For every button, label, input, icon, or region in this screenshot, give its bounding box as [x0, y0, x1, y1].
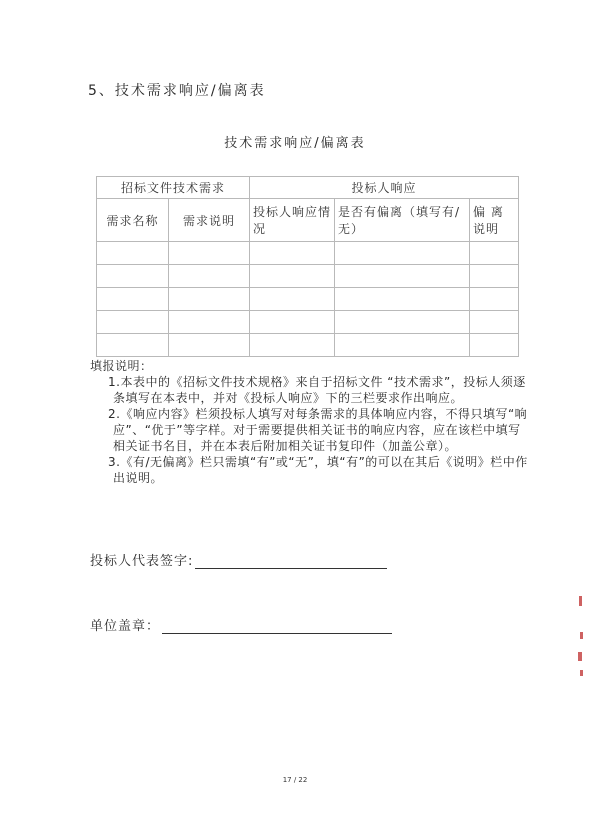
table-cell[interactable] [97, 311, 169, 334]
table-cell[interactable] [169, 288, 250, 311]
table-cell[interactable] [335, 288, 470, 311]
table-cell[interactable] [250, 242, 335, 265]
table-cell[interactable] [169, 334, 250, 357]
response-deviation-table [96, 176, 519, 357]
table-row [97, 265, 519, 288]
table-caption: 技术需求响应/偏离表 [224, 136, 366, 151]
representative-signature-label: 投标人代表签字: [90, 554, 194, 569]
table-row [97, 242, 519, 265]
table-cell[interactable] [250, 311, 335, 334]
representative-signature-line[interactable] [195, 554, 387, 569]
table-cell[interactable] [250, 334, 335, 357]
table-cell[interactable] [470, 311, 519, 334]
company-seal-row [90, 615, 392, 634]
table-cell[interactable] [97, 334, 169, 357]
table-cell[interactable] [335, 334, 470, 357]
table-cell[interactable] [250, 265, 335, 288]
col-header-response-status: 投标人响应情况 [250, 199, 335, 242]
col-header-deviation-note: 偏 离说明 [470, 199, 519, 242]
company-seal-label: 单位盖章： [90, 619, 161, 634]
instruction-item-1: 1.本表中的《招标文件技术规格》来自于招标文件 “技术需求”，投标人须逐条填写在本表中，并对《投标人响应》下的三栏要求作出响应。 [108, 375, 526, 405]
table-cell[interactable] [470, 265, 519, 288]
col-header-requirement-desc: 需求说明 [169, 199, 250, 242]
table-row [97, 334, 519, 357]
table-cell[interactable] [169, 311, 250, 334]
group-header-tender-requirements: 招标文件技术需求 [97, 177, 250, 199]
instruction-item-2: 2.《响应内容》栏须投标人填写对每条需求的具体响应内容，不得只填写“响应”、“优于”等字样。对于需要提供相关证书的响应内容，应在该栏中填写相关证书名目，并在本表后附加相关证书复印件（加盖公章）。 [108, 407, 528, 453]
table-cell[interactable] [470, 242, 519, 265]
table-cell[interactable] [250, 288, 335, 311]
table-cell[interactable] [470, 288, 519, 311]
table-group-header-row [97, 177, 519, 199]
table-row [97, 311, 519, 334]
page-number: 17 / 22 [282, 776, 308, 784]
table-cell[interactable] [470, 334, 519, 357]
table-cell[interactable] [97, 288, 169, 311]
table-cell[interactable] [335, 242, 470, 265]
table-cell[interactable] [97, 265, 169, 288]
table-cell[interactable] [335, 265, 470, 288]
table-column-header-row [97, 199, 519, 242]
group-header-bidder-response: 投标人响应 [250, 177, 519, 199]
filling-instructions [90, 358, 530, 486]
section-heading: 5、技术需求响应/偏离表 [88, 83, 266, 99]
company-seal-line[interactable] [162, 619, 392, 634]
col-header-requirement-name: 需求名称 [97, 199, 169, 242]
table-cell[interactable] [335, 311, 470, 334]
table-row [97, 288, 519, 311]
instruction-item-3: 3.《有/无偏离》栏只需填“有”或“无”，填“有”的可以在其后《说明》栏中作出说明。 [108, 455, 528, 485]
col-header-has-deviation: 是否有偏离（填写有/无） [335, 199, 470, 242]
representative-signature-row [90, 550, 387, 569]
table-cell[interactable] [169, 242, 250, 265]
table-cell[interactable] [169, 265, 250, 288]
table-cell[interactable] [97, 242, 169, 265]
instructions-label: 填报说明： [90, 359, 153, 373]
